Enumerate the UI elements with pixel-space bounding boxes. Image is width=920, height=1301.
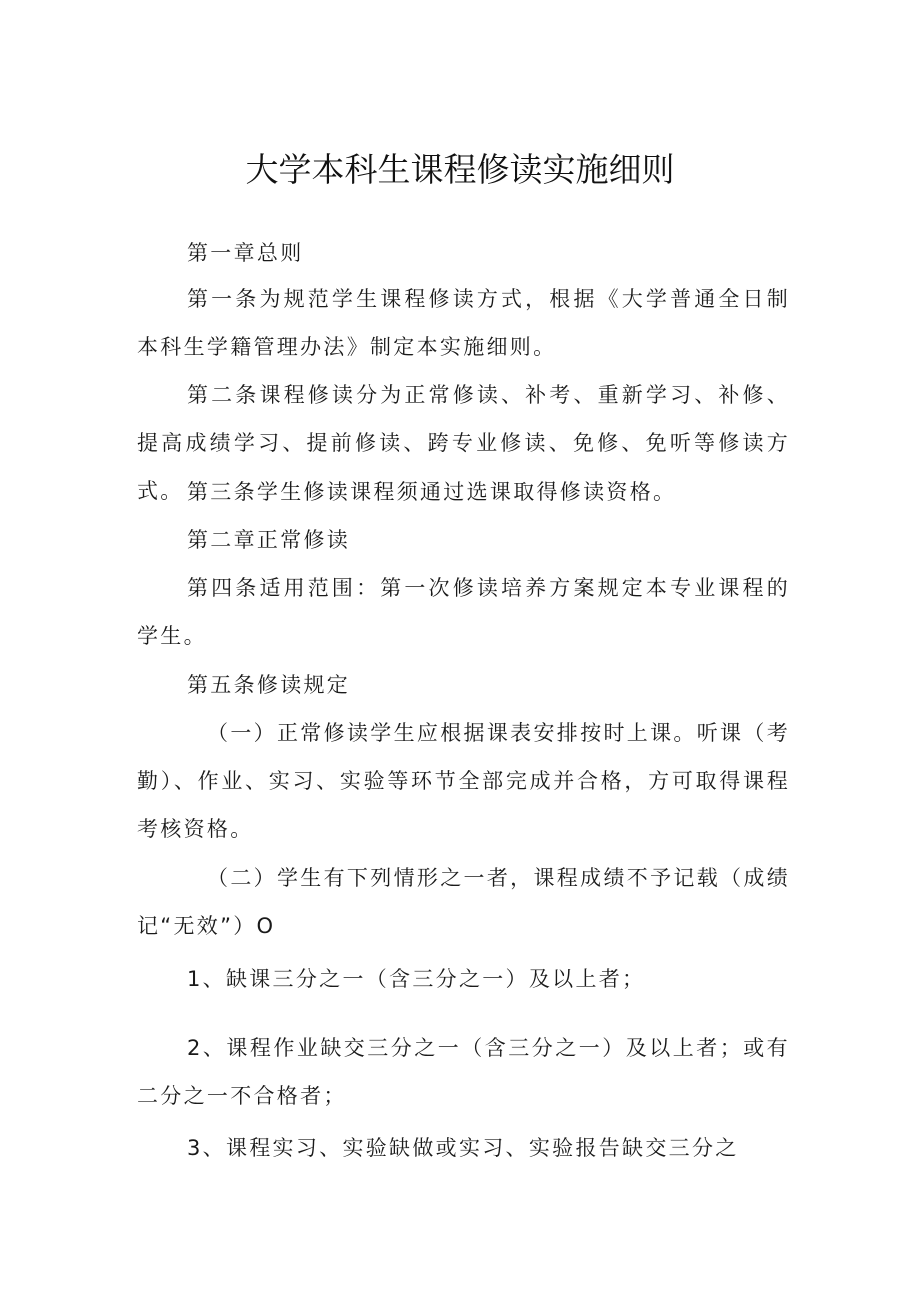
document-title: 大学本科生课程修读实施细则	[245, 150, 675, 189]
clause-1: （一）正常修读学生应根据课表安排按时上课。听课（考勤）、作业、实习、实验等环节全部完成并合格，方可取得课程考核资格。	[137, 721, 790, 841]
chapter-heading-1: 第一章总则	[187, 241, 304, 265]
list-item-1: 1、缺课三分之一（含三分之一）及以上者；	[187, 967, 646, 991]
article-4: 第四条适用范围：第一次修读培养方案规定本专业课程的学生。	[137, 576, 790, 648]
article-3: 第三条学生修读课程须通过选课取得修读资格。	[187, 480, 677, 504]
list-item-3: 3、课程实习、实验缺做或实习、实验报告缺交三分之	[187, 1136, 739, 1160]
clause-2: （二）学生有下列情形之一者，课程成绩不予记载（成绩记“无效”）O	[137, 866, 790, 938]
article-2: 第二条课程修读分为正常修读、补考、重新学习、补修、提高成绩学习、提前修读、跨专业修读、免修、免听等修读方式。	[137, 383, 790, 503]
article-5: 第五条修读规定	[187, 673, 351, 697]
chapter-heading-2: 第二章正常修读	[187, 528, 351, 552]
article-1: 第一条为规范学生课程修读方式，根据《大学普通全日制本科生学籍管理办法》制定本实施细则。	[137, 287, 790, 359]
list-item-2: 2、课程作业缺交三分之一（含三分之一）及以上者；或有二分之一不合格者；	[137, 1036, 790, 1108]
